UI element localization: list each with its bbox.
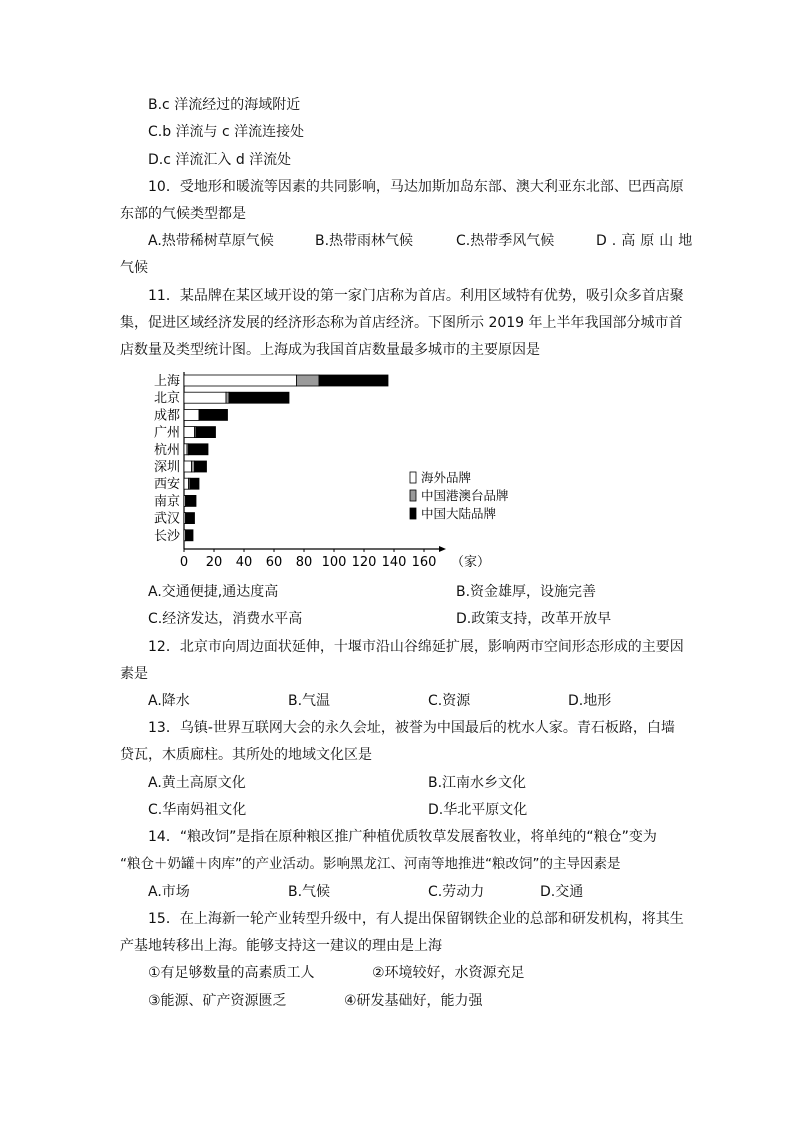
bar-segment [184, 392, 226, 403]
x-axis-unit: （家） [451, 555, 491, 570]
q13-stem-line1: 13．乌镇-世界互联网大会的永久会址，被誉为中国最后的枕水人家。青石板路，白墙 [148, 720, 675, 736]
q14-stem-line2: “粮仓＋奶罐＋肉库”的产业活动。影响黑龙江、河南等地推进“粮改饲”的主导因素是 [120, 856, 621, 872]
q11-stem-line2: 集，促进区域经济发展的经济形态称为首店经济。下图所示 2019 年上半年我国部分城市首 [120, 315, 683, 331]
q11-option-c: C.经济发达，消费水平高 [148, 611, 303, 627]
legend-swatch [410, 472, 416, 483]
x-tick-label: 140 [381, 555, 407, 570]
q10-stem-line1: 10．受地形和暖流等因素的共同影响，马达加斯加岛东部、澳大利亚东北部、巴西高原 [148, 179, 684, 195]
q10-stem-line2: 东部的气候类型都是 [120, 206, 246, 222]
q12-stem-line2: 素是 [120, 666, 148, 682]
q11-stem-line1: 11．某品牌在某区域开设的第一家门店称为首店。利用区域特有优势，吸引众多首店聚 [148, 288, 684, 304]
bar-segment [186, 513, 195, 524]
q12-option-b: B.气温 [288, 693, 331, 709]
q9-option-d: D.c 洋流汇入 d 洋流处 [148, 152, 292, 168]
q11-option-a: A.交通便捷,通达度高 [148, 584, 279, 600]
category-label: 上海 [153, 374, 180, 389]
q15-stem-line2: 产基地转移出上海。能够支持这一建议的理由是上海 [120, 938, 442, 954]
q10-option-a: A.热带稀树草原气候 [148, 233, 274, 249]
bar-segment [186, 530, 194, 541]
bar-segment [186, 495, 197, 506]
q13-option-d: D.华北平原文化 [428, 802, 528, 818]
category-label: 西安 [153, 477, 180, 493]
q15-item-4: ④研发基础好，能力强 [344, 993, 483, 1009]
bar-segment [184, 461, 192, 472]
legend-swatch [410, 490, 416, 501]
category-label: 武汉 [153, 511, 180, 527]
category-label: 长沙 [153, 528, 180, 544]
x-tick-label: 60 [265, 555, 283, 570]
x-tick-label: 80 [295, 555, 313, 570]
bar-segment [184, 375, 297, 386]
legend-label: 海外品牌 [421, 470, 472, 485]
bar-segment [196, 427, 216, 438]
q11-stem-line3: 店数量及类型统计图。上海成为我国首店数量最多城市的主要原因是 [120, 342, 540, 358]
category-label: 广州 [153, 425, 180, 441]
x-tick-label: 160 [411, 555, 437, 570]
q14-option-d: D.交通 [540, 884, 584, 900]
bar-segment [184, 427, 195, 438]
q10-option-d-cont: 气候 [120, 260, 148, 276]
category-label: 成都 [153, 408, 180, 424]
bar-segment [297, 375, 320, 386]
category-label: 北京 [153, 391, 180, 407]
x-tick-label: 0 [179, 555, 189, 570]
category-label: 深圳 [153, 460, 180, 475]
q11-option-b: B.资金雄厚，设施完善 [456, 584, 597, 600]
q11-option-d: D.政策支持，改革开放早 [456, 611, 612, 627]
bar-segment [192, 461, 195, 472]
chart-category-labels [154, 374, 181, 544]
q13-option-a: A.黄土高原文化 [148, 775, 246, 791]
q10-option-d: D.高原山地 [596, 233, 698, 249]
bar-segment [184, 444, 187, 455]
bar-segment [190, 478, 199, 489]
bar-segment [189, 444, 209, 455]
chart-bars [184, 375, 388, 541]
q14-stem-line1: 14．“粮改饲”是指在原种粮区推广种植优质牧草发展畜牧业，将单纯的“粮仓”变为 [148, 829, 657, 845]
q14-option-b: B.气候 [288, 884, 331, 900]
q10-option-b: B.热带雨林气候 [315, 233, 414, 249]
q12-option-a: A.降水 [148, 693, 190, 709]
q9-option-b: B.c 洋流经过的海域附近 [148, 97, 301, 113]
q13-stem-line2: 贷瓦，木质廊柱。其所处的地域文化区是 [120, 747, 372, 763]
legend-swatch [410, 508, 416, 519]
q12-option-d: D.地形 [568, 693, 612, 709]
legend-label: 中国港澳台品牌 [421, 488, 509, 503]
bar-segment [184, 478, 189, 489]
x-tick-label: 20 [205, 555, 223, 570]
x-tick-label: 40 [235, 555, 253, 570]
q15-item-3: ③能源、矿产资源匮乏 [148, 993, 287, 1009]
q14-option-c: C.劳动力 [428, 884, 485, 900]
first-store-bar-chart [148, 370, 528, 575]
bar-segment [319, 375, 388, 386]
bar-segment [195, 461, 207, 472]
q9-option-c: C.b 洋流与 c 洋流连接处 [148, 124, 305, 140]
q12-option-c: C.资源 [428, 693, 471, 709]
bar-segment [229, 392, 289, 403]
q14-option-a: A.市场 [148, 884, 190, 900]
bar-segment [199, 409, 228, 420]
chart-tick-labels [180, 549, 490, 570]
q12-stem-line1: 12．北京市向周边面状延伸，十堰市沿山谷绵延扩展，影响两市空间形态形成的主要因 [148, 639, 684, 655]
q15-item-2: ②环境较好，水资源充足 [372, 965, 525, 981]
q13-option-c: C.华南妈祖文化 [148, 802, 247, 818]
x-tick-label: 120 [351, 555, 377, 570]
x-axis-arrow [439, 546, 446, 552]
q15-stem-line1: 15．在上海新一轮产业转型升级中，有人提出保留钢铁企业的总部和研发机构，将其生 [148, 911, 684, 927]
chart-legend [410, 470, 509, 521]
x-tick-label: 100 [321, 555, 347, 570]
q13-option-b: B.江南水乡文化 [428, 775, 527, 791]
category-label: 杭州 [153, 442, 180, 458]
category-label: 南京 [153, 494, 180, 510]
legend-label: 中国大陆品牌 [421, 506, 497, 521]
bar-segment [226, 392, 229, 403]
q10-option-c: C.热带季风气候 [456, 233, 555, 249]
bar-segment [184, 409, 199, 420]
q15-item-1: ①有足够数量的高素质工人 [148, 965, 315, 981]
